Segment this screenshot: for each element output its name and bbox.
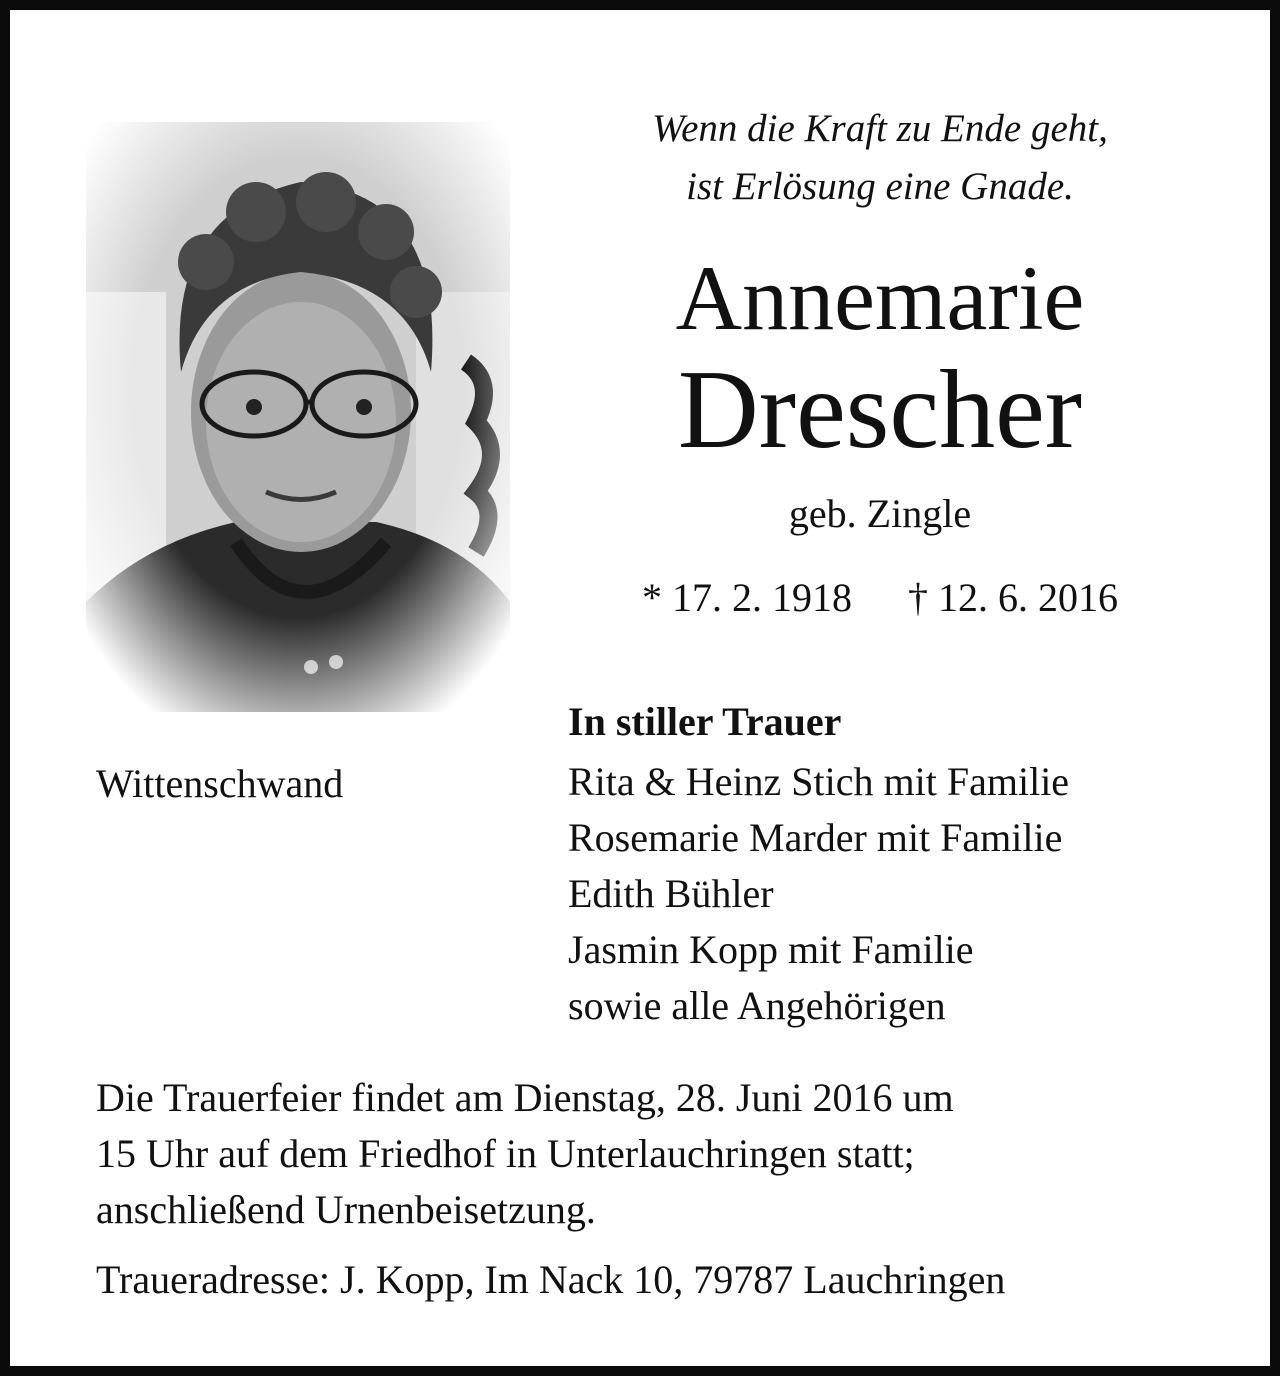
mourners-list <box>568 754 1069 1034</box>
mourner-line: Rita & Heinz Stich mit Familie <box>568 759 1070 804</box>
funeral-line: Die Trauerfeier findet am Dienstag, 28. Juni 2016 um <box>96 1075 954 1120</box>
life-dates <box>570 570 1190 626</box>
residence-place: Wittenschwand <box>96 761 344 806</box>
portrait-illustration <box>86 122 510 712</box>
mourner-line: Rosemarie Marder mit Familie <box>568 815 1063 860</box>
funeral-line: anschließend Urnenbeisetzung. <box>96 1187 596 1232</box>
funeral-notice <box>96 1070 954 1238</box>
mourning-address: Traueradresse: J. Kopp, Im Nack 10, 79787 Lauchringen <box>96 1257 1006 1302</box>
quote-line-1: Wenn die Kraft zu Ende geht, <box>652 107 1108 150</box>
portrait-photo <box>86 122 510 712</box>
birth-date: * 17. 2. 1918 <box>642 575 852 620</box>
first-name: Annemarie <box>675 247 1085 349</box>
funeral-line: 15 Uhr auf dem Friedhof in Unterlauchringen statt; <box>96 1131 915 1176</box>
quote-line-2: ist Erlösung eine Gnade. <box>686 165 1074 208</box>
death-date: † 12. 6. 2016 <box>908 575 1118 620</box>
mourner-line: Edith Bühler <box>568 871 774 916</box>
mourner-line: Jasmin Kopp mit Familie <box>568 927 974 972</box>
mourners-title: In stiller Trauer <box>568 699 842 744</box>
last-name: Drescher <box>677 348 1083 472</box>
maiden-name: geb. Zingle <box>788 491 972 536</box>
mourner-line: sowie alle Angehörigen <box>568 983 946 1028</box>
